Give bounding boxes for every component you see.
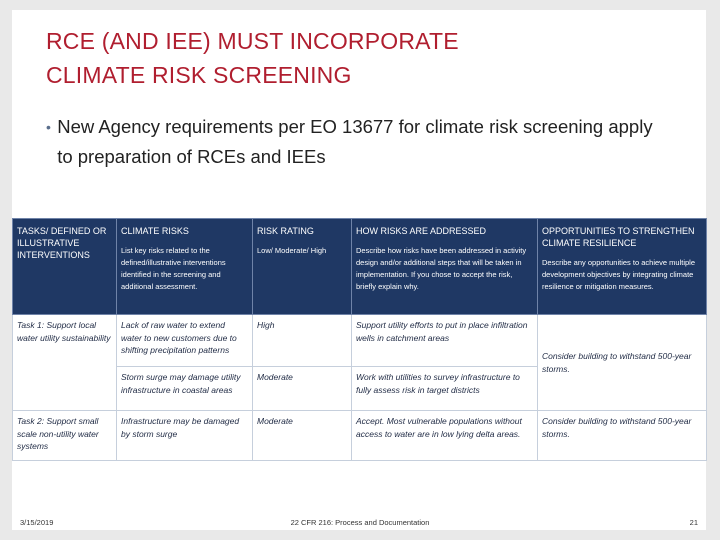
bullet-icon: •: [46, 119, 51, 135]
header-opportunities-desc: Describe any opportunities to achieve multiple development objectives by integrating climate resilience or mitigation measures.: [542, 258, 695, 291]
climate-risk-table: [12, 218, 706, 462]
bullet-text: New Agency requirements per EO 13677 for climate risk screening apply to preparation of RCEs and IEEs: [57, 116, 653, 167]
header-risks-addressed: [352, 219, 538, 315]
header-risk-rating: [253, 219, 352, 315]
header-climate-risks-title: CLIMATE RISKS: [121, 226, 189, 236]
title-line-1: RCE (AND IEE) MUST INCORPORATE: [46, 28, 459, 54]
row-2-addressed: Work with utilities to survey infrastructure to fully assess risk in target districts: [352, 367, 538, 411]
table-row: [13, 411, 707, 461]
header-opportunities-title: OPPORTUNITIES TO STRENGTHEN CLIMATE RESILIENCE: [542, 226, 695, 248]
header-risks-addressed-desc: Describe how risks have been addressed in activity design and/or additional steps that will be taken in implementation. If you chose to accept the risk, briefly explain why.: [356, 246, 527, 291]
footer-date: 3/15/2019: [20, 518, 54, 527]
header-risk-rating-desc: Low/ Moderate/ High: [257, 246, 327, 255]
header-risks-addressed-title: HOW RISKS ARE ADDRESSED: [356, 226, 487, 236]
footer-page-number: 21: [689, 518, 698, 527]
task-2-cell: Task 2: Support small scale non-utility water systems: [13, 411, 117, 461]
footer-center: 22 CFR 216: Process and Documentation: [290, 518, 430, 527]
header-tasks-title: TASKS/ DEFINED OR ILLUSTRATIVE INTERVENTIONS: [17, 226, 107, 260]
slide-title: [46, 24, 666, 92]
row-1-risk: Lack of raw water to extend water to new customers due to shifting precipitation patterns: [117, 315, 253, 367]
header-climate-risks-desc: List key risks related to the defined/illustrative interventions identified in the screening and additional assessment.: [121, 246, 226, 291]
row-1-addressed: Support utility efforts to put in place infiltration wells in catchment areas: [352, 315, 538, 367]
task-1-opportunity: Consider building to withstand 500-year storms.: [538, 315, 707, 411]
header-opportunities: [538, 219, 707, 315]
row-3-opportunity: Consider building to withstand 500-year storms.: [538, 411, 707, 461]
header-tasks: [13, 219, 117, 315]
title-line-2: CLIMATE RISK SCREENING: [46, 62, 352, 88]
row-1-rating: High: [253, 315, 352, 367]
task-1-cell: Task 1: Support local water utility sustainability: [13, 315, 117, 411]
header-climate-risks: [117, 219, 253, 315]
row-2-rating: Moderate: [253, 367, 352, 411]
header-risk-rating-title: RISK RATING: [257, 226, 314, 236]
table-header-row: [13, 219, 707, 315]
row-3-addressed: Accept. Most vulnerable populations without access to water are in low lying delta areas.: [352, 411, 538, 461]
bullet-item: [46, 112, 666, 172]
row-2-risk: Storm surge may damage utility infrastructure in coastal areas: [117, 367, 253, 411]
row-3-rating: Moderate: [253, 411, 352, 461]
row-3-risk: Infrastructure may be damaged by storm surge: [117, 411, 253, 461]
table-row: [13, 315, 707, 367]
